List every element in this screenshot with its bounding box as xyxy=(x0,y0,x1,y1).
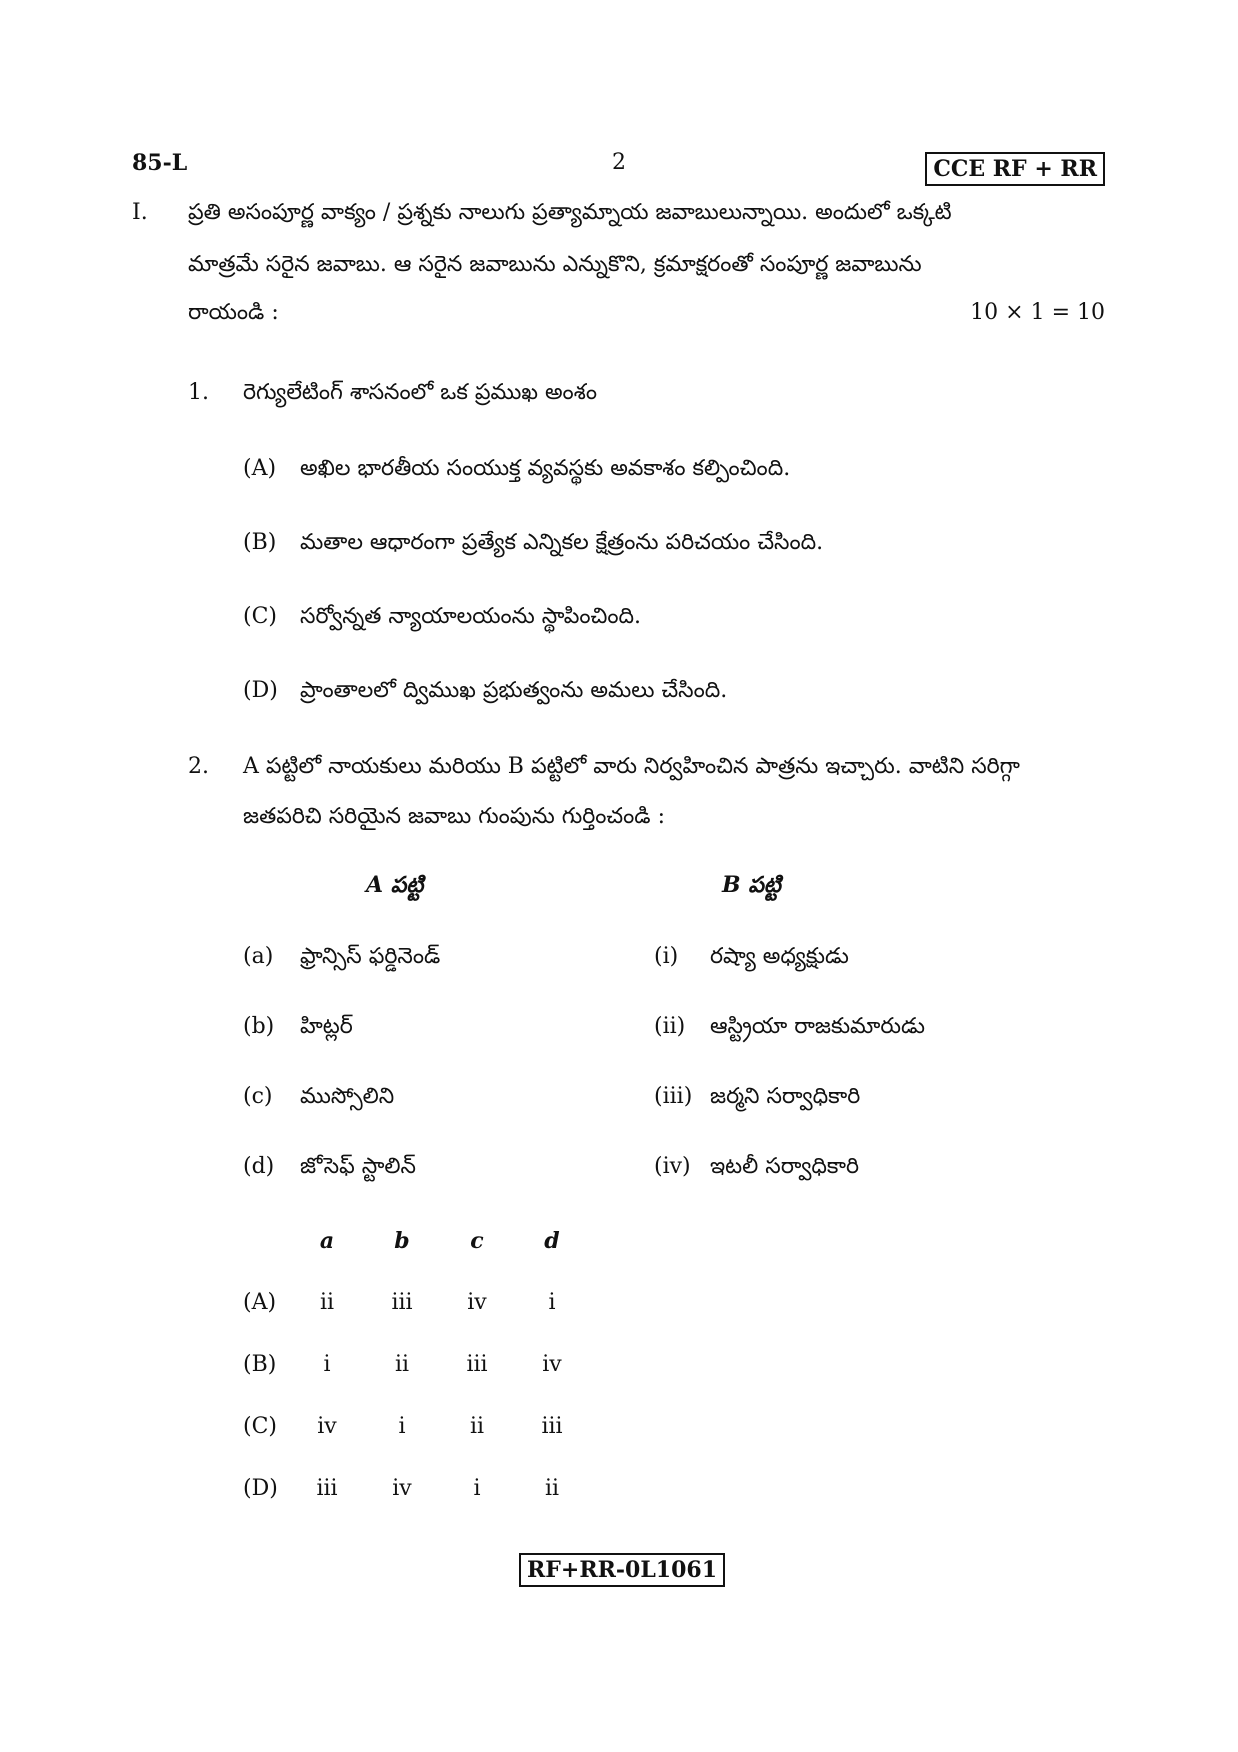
question-text-2-line-2: జతపరిచి సరియైన జవాబు గుంపును గుర్తించండి : xyxy=(243,804,665,829)
q1-option-label-d: (D) xyxy=(243,678,278,703)
col-b-label-iv: (iv) xyxy=(654,1154,691,1179)
column-b-heading: B పట్టి xyxy=(722,872,781,898)
col-a-item-a: ఫ్రాన్సిస్ ఫర్డినెండ్ xyxy=(300,944,441,969)
answer-cell: ii xyxy=(319,1290,335,1315)
answer-head-a: a xyxy=(319,1228,335,1254)
marks-allocation: 10 × 1 = 10 xyxy=(970,300,1105,325)
col-b-label-ii: (ii) xyxy=(654,1014,686,1039)
answer-cell: iii xyxy=(466,1352,488,1377)
col-b-label-i: (i) xyxy=(654,944,679,969)
col-b-item-iv: ఇటలీ సర్వాధికారి xyxy=(710,1154,860,1179)
q1-option-text-b: మతాల ఆధారంగా ప్రత్యేక ఎన్నికల క్షేత్రంను పరిచయం చేసింది. xyxy=(300,530,824,555)
answer-row-label-b: (B) xyxy=(243,1352,277,1377)
col-b-label-iii: (iii) xyxy=(654,1084,693,1109)
question-text-2-line-1: A పట్టిలో నాయకులు మరియు B పట్టిలో వారు నిర్వహించిన పాత్రను ఇచ్చారు. వాటిని సరిగ్గా xyxy=(243,754,1020,779)
page-number: 2 xyxy=(612,150,626,175)
answer-row-label-a: (A) xyxy=(243,1290,277,1315)
answer-head-d: d xyxy=(544,1228,560,1254)
question-text-1: రెగ్యులేటింగ్ శాసనంలో ఒక ప్రముఖ అంశం xyxy=(243,380,597,405)
answer-row-label-d: (D) xyxy=(243,1476,278,1501)
answer-cell: i xyxy=(398,1414,406,1439)
col-a-label-d: (d) xyxy=(243,1154,275,1179)
col-b-item-iii: జర్మని సర్వాధికారి xyxy=(710,1084,861,1109)
column-a-heading: A పట్టి xyxy=(366,872,424,898)
col-a-label-b: (b) xyxy=(243,1014,275,1039)
col-a-label-c: (c) xyxy=(243,1084,273,1109)
q1-option-text-d: ప్రాంతాలలో ద్విముఖ ప్రభుత్వంను అమలు చేసింది. xyxy=(300,678,728,703)
footer-code-box: RF+RR-0L1061 xyxy=(519,1553,725,1587)
col-b-item-ii: ఆస్ట్రియా రాజకుమారుడు xyxy=(710,1014,925,1039)
answer-cell: iii xyxy=(541,1414,563,1439)
section-numeral: I. xyxy=(132,200,148,225)
answer-head-c: c xyxy=(470,1228,484,1254)
instruction-line-3: రాయండి : xyxy=(188,300,279,325)
answer-cell: iii xyxy=(316,1476,338,1501)
answer-cell: iv xyxy=(542,1352,562,1377)
answer-cell: ii xyxy=(544,1476,560,1501)
instruction-line-1: ప్రతి అసంపూర్ణ వాక్యం / ప్రశ్నకు నాలుగు ప్రత్యామ్నాయ జవాబులున్నాయి. అందులో ఒక్కటి xyxy=(188,200,952,225)
answer-cell: i xyxy=(323,1352,331,1377)
answer-cell: ii xyxy=(394,1352,410,1377)
col-a-item-d: జోసెఫ్ స్టాలిన్ xyxy=(300,1154,417,1179)
col-a-label-a: (a) xyxy=(243,944,274,969)
answer-cell: iii xyxy=(391,1290,413,1315)
question-number-1: 1. xyxy=(188,380,209,405)
q1-option-label-b: (B) xyxy=(243,530,277,555)
answer-cell: ii xyxy=(469,1414,485,1439)
col-a-item-b: హిట్లర్ xyxy=(300,1014,353,1039)
answer-cell: iv xyxy=(392,1476,412,1501)
paper-code: 85-L xyxy=(132,150,188,176)
col-b-item-i: రష్యా అధ్యక్షుడు xyxy=(710,944,849,969)
exam-type-box: CCE RF + RR xyxy=(925,152,1105,186)
col-a-item-c: ముస్సోలిని xyxy=(300,1084,395,1109)
question-number-2: 2. xyxy=(188,754,209,779)
answer-head-b: b xyxy=(394,1228,410,1254)
instruction-line-2: మాత్రమే సరైన జవాబు. ఆ సరైన జవాబును ఎన్నుకొని, క్రమాక్షరంతో సంపూర్ణ జవాబును xyxy=(188,252,922,277)
answer-cell: i xyxy=(548,1290,556,1315)
q1-option-label-c: (C) xyxy=(243,604,277,629)
answer-row-label-c: (C) xyxy=(243,1414,277,1439)
answer-cell: iv xyxy=(467,1290,487,1315)
answer-cell: i xyxy=(473,1476,481,1501)
q1-option-text-a: అఖిల భారతీయ సంయుక్త వ్యవస్థకు అవకాశం కల్పించింది. xyxy=(300,456,791,481)
answer-cell: iv xyxy=(317,1414,337,1439)
q1-option-label-a: (A) xyxy=(243,456,277,481)
q1-option-text-c: సర్వోన్నత న్యాయాలయంను స్థాపించింది. xyxy=(300,604,642,629)
